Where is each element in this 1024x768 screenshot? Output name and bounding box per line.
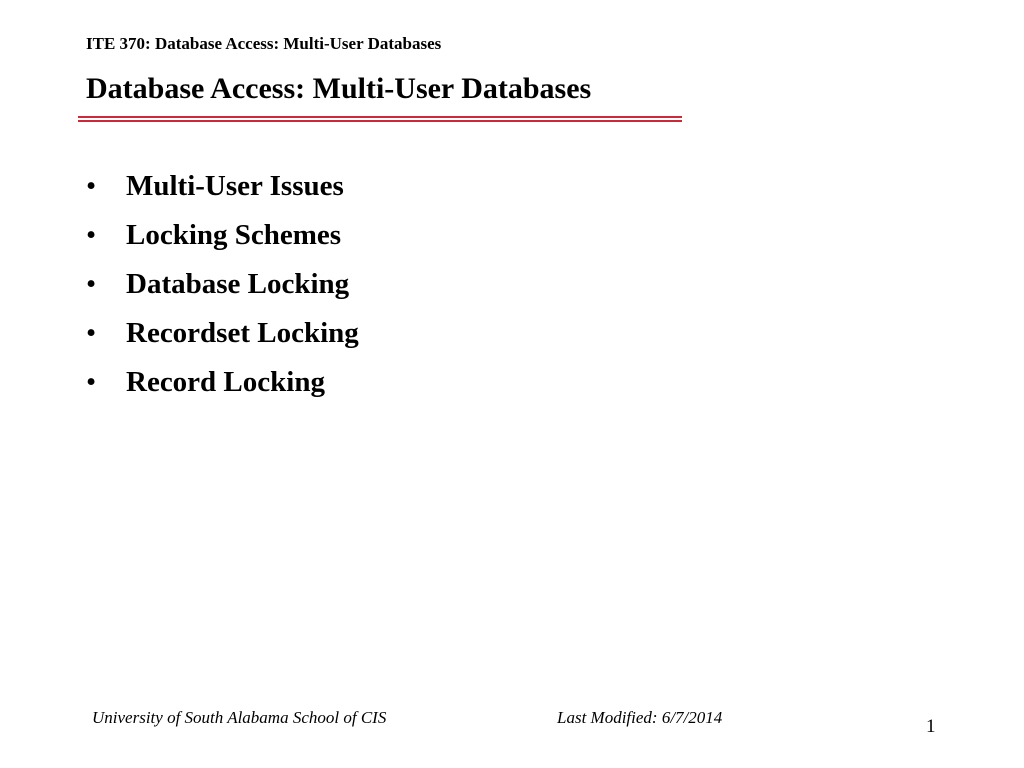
bullet-marker: • xyxy=(86,170,97,202)
title-underline-bottom xyxy=(78,120,682,122)
bullet-text: Database Locking xyxy=(126,268,350,300)
title-underline xyxy=(78,116,682,122)
bullet-marker: • xyxy=(86,219,97,251)
footer-last-modified: Last Modified: 6/7/2014 xyxy=(557,708,723,727)
bullet-marker: • xyxy=(86,317,97,349)
footer-institution: University of South Alabama School of CIS xyxy=(92,708,387,727)
bullet-marker: • xyxy=(86,366,97,398)
bullet-marker: • xyxy=(86,268,97,300)
course-header: ITE 370: Database Access: Multi-User Databases xyxy=(86,34,442,53)
page-number: 1 xyxy=(926,716,936,737)
title-underline-top xyxy=(78,116,682,118)
slide-title: Database Access: Multi-User Databases xyxy=(86,72,592,105)
bullet-text: Record Locking xyxy=(126,366,325,398)
bullet-text: Recordset Locking xyxy=(126,317,359,349)
bullet-text: Multi-User Issues xyxy=(126,170,344,202)
bullet-text: Locking Schemes xyxy=(126,219,342,251)
